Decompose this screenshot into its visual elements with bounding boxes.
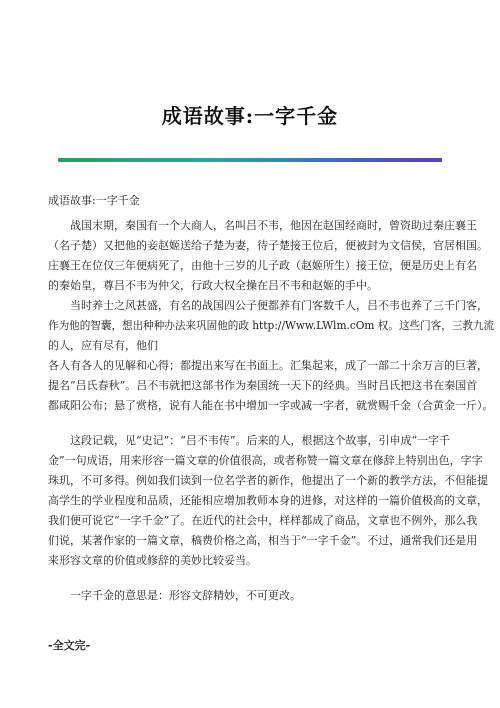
paragraph-line: （名子楚）又把他的妾赵姬送给子楚为妻，待子楚接王位后，便被封为文信侯，官居相国。 bbox=[48, 239, 488, 252]
paragraph-line: 来形容文章的价值或修辞的美妙比较妥当。 bbox=[48, 554, 257, 567]
section-heading: 成语故事:一字千金 bbox=[48, 194, 140, 207]
paragraph-line: 这段记载，见“史记”：“吕不韦传”。后来的人，根据这个故事，引申成“一字千 bbox=[70, 434, 451, 447]
paragraph-line: 各人有各人的见解和心得；都提出来写在书面上。汇集起来，成了一部二十余万言的巨著， bbox=[48, 359, 488, 372]
paragraph-line: 我们便可说它“一字千金”了。在近代的社会中，样样都成了商品，文章也不例外，那么我 bbox=[48, 514, 478, 527]
paragraph-line: 高学生的学业程度和品质，还能相应增加教师本身的进修，对这样的一篇价值极高的文章， bbox=[48, 494, 488, 507]
meaning-line: 一字千金的意思是：形容文辞精妙，不可更改。 bbox=[70, 589, 301, 602]
paragraph-line: 作为他的智囊，想出种种办法来巩固他的政 http://Www.LWlm.cOm 权。这些门客，三教九流 bbox=[48, 319, 495, 332]
document-title: 成语故事:一字千金 bbox=[161, 104, 339, 128]
paragraph-line: 的人，应有尽有，他们 bbox=[48, 339, 158, 352]
paragraph-line: 提名“吕氏春秋”。吕不韦就把这部书作为秦国统一天下的经典。当时吕氏把这书在秦国首 bbox=[48, 379, 478, 392]
paragraph-line: 珠玑，不可多得。例如我们读到一位名学者的新作，他提出了一个新的教学方法，不但能提 bbox=[48, 474, 488, 487]
paragraph-line: 的秦始皇，尊吕不韦为仲父，行政大权全操在吕不韦和赵姬的手中。 bbox=[48, 279, 378, 292]
title-divider bbox=[58, 158, 442, 162]
paragraph-line: 当时养士之风甚盛，有名的战国四公子便都养有门客数千人，吕不韦也养了三千门客， bbox=[70, 299, 488, 312]
paragraph-line: 们说，某著作家的一篇文章，稿费价格之高，相当于“一字千金”。不过，通常我们还是用 bbox=[48, 534, 478, 547]
paragraph-line: 庄襄王在位仅三年便病死了，由他十三岁的儿子政（赵姬所生）接王位，便是历史上有名 bbox=[48, 259, 477, 272]
paragraph-line: 都咸阳公布；悬了赏格，说有人能在书中增加一字或减一字者，就赏赐千金（合黄金一斤）。 bbox=[48, 399, 494, 412]
paragraph-line: 金”一句成语，用来形容一篇文章的价值很高，或者称赞一篇文章在修辞上特别出色，字字 bbox=[48, 454, 483, 467]
end-mark: -全文完- bbox=[48, 639, 91, 652]
paragraph-line: 战国末期，秦国有一个大商人，名叫吕不韦，他因在赵国经商时，曾资助过秦庄襄王 bbox=[70, 219, 477, 232]
